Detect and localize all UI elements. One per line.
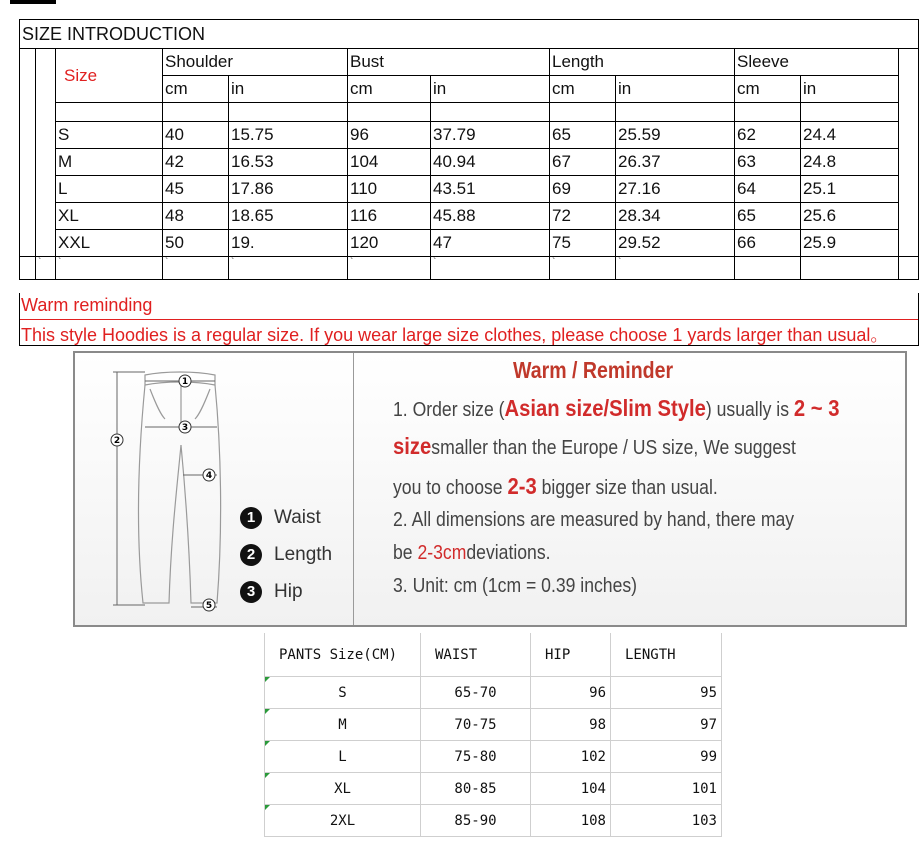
group-header-length: Length [550, 49, 735, 76]
pants-waist: 65-70 [454, 684, 497, 701]
diagram-marker-2: 2 [113, 436, 121, 446]
text-segment: smaller than the Europe / US size, We suggest [431, 437, 796, 459]
highlight-text: Asian size/Slim Style [504, 395, 706, 421]
pants-waist: 85-90 [454, 812, 497, 829]
diagram-marker-1: 1 [181, 377, 189, 387]
text-segment: you to choose [393, 477, 508, 499]
reminder-line-4: 2. All dimensions are measured by hand, there may [393, 509, 795, 531]
sleeve-cm: 63 [735, 149, 801, 176]
shoulder-cm: 50 [163, 230, 229, 257]
legend-label: Hip [274, 581, 303, 602]
pants-size-table [264, 633, 722, 837]
shoulder-cm: 42 [163, 149, 229, 176]
pants-hip: 108 [580, 812, 606, 829]
sleeve-in: 25.1 [801, 176, 899, 203]
sleeve-in: 25.6 [801, 203, 899, 230]
warm-reminder-panel [73, 351, 907, 627]
blank-cell [550, 103, 616, 122]
pants-size: XL [334, 780, 351, 797]
table-row [265, 709, 722, 741]
legend-number: 2 [240, 544, 262, 566]
reminder-line-5 [393, 542, 551, 565]
shoulder-in: 15.75 [229, 122, 348, 149]
length-cm: 72 [550, 203, 616, 230]
sleeve-cm: 62 [735, 122, 801, 149]
shoulder-in: 19. [229, 230, 348, 257]
sleeve-cm: 66 [735, 230, 801, 257]
warm-reminding-text: This style Hoodies is a regular size. If you wear large size clothes, please choose 1 yards larger than usual。 [21, 325, 889, 345]
bust-cm: 96 [348, 122, 431, 149]
shoulder-cm: 40 [163, 122, 229, 149]
shoulder-cm: 45 [163, 176, 229, 203]
length-cm: 65 [550, 122, 616, 149]
blank-cell [801, 103, 899, 122]
length-cm: 69 [550, 176, 616, 203]
shoulder-in: 16.53 [229, 149, 348, 176]
bust-in: 37.79 [431, 122, 550, 149]
legend-hip [240, 581, 303, 603]
length-in: 28.34 [616, 203, 735, 230]
size-table-title: SIZE INTRODUCTION [20, 20, 919, 49]
pants-waist: 75-80 [454, 748, 497, 765]
sleeve-in: 24.8 [801, 149, 899, 176]
unit-header: in [801, 76, 899, 103]
blank-cell [431, 103, 550, 122]
pants-length: 97 [700, 716, 717, 733]
unit-header: in [616, 76, 735, 103]
legend-label: Waist [274, 507, 321, 528]
trailing-cell: ` [36, 257, 56, 280]
table-header-row [265, 633, 722, 677]
size-label: XL [56, 203, 163, 230]
reminder-title: Warm / Reminder [513, 357, 674, 383]
trailing-cell: ` [229, 257, 348, 280]
highlight-text: size [393, 433, 432, 459]
length-in: 26.37 [616, 149, 735, 176]
trailing-cell: ` [56, 257, 163, 280]
sleeve-cm: 65 [735, 203, 801, 230]
trailing-cell: ` [616, 257, 735, 280]
highlight-text: 2 ~ 3 [793, 395, 840, 421]
blank-cell [163, 103, 229, 122]
left-spacer-cell [36, 49, 56, 257]
right-margin-cell [899, 49, 919, 257]
bust-cm: 120 [348, 230, 431, 257]
pants-hip: 104 [580, 780, 606, 797]
unit-header: cm [163, 76, 229, 103]
table-row [20, 203, 919, 230]
table-row [20, 230, 919, 257]
table-row [20, 176, 919, 203]
length-in: 25.59 [616, 122, 735, 149]
pants-hip: 96 [589, 684, 606, 701]
pants-length: 101 [691, 780, 717, 797]
left-margin-cell [20, 49, 36, 257]
sleeve-in: 24.4 [801, 122, 899, 149]
pants-length: 99 [700, 748, 717, 765]
group-header-bust: Bust [348, 49, 550, 76]
pants-length: 103 [691, 812, 717, 829]
unit-header: in [229, 76, 348, 103]
unit-header: cm [348, 76, 431, 103]
pants-waist: 80-85 [454, 780, 497, 797]
trailing-cell [735, 257, 801, 280]
pants-size: M [338, 716, 347, 733]
shoulder-cm: 48 [163, 203, 229, 230]
warm-reminding-title: Warm reminding [21, 295, 153, 315]
reminder-line-3 [393, 473, 718, 500]
text-segment: deviations. [466, 542, 551, 564]
highlight-text: 2-3cm [417, 542, 467, 564]
sleeve-in: 25.9 [801, 230, 899, 257]
trailing-cell [801, 257, 899, 280]
blank-cell [348, 103, 431, 122]
header-hip: HIP [531, 633, 611, 677]
size-introduction-table [19, 19, 919, 280]
legend-length [240, 544, 332, 566]
blank-cell [229, 103, 348, 122]
diagram-marker-5: 5 [205, 601, 213, 611]
blank-cell [735, 103, 801, 122]
legend-waist [240, 507, 321, 529]
size-label: L [56, 176, 163, 203]
table-row [265, 741, 722, 773]
legend-number: 1 [240, 507, 262, 529]
size-label: M [56, 149, 163, 176]
pants-size: S [338, 684, 347, 701]
bust-in: 43.51 [431, 176, 550, 203]
sleeve-cm: 64 [735, 176, 801, 203]
pants-size: L [338, 748, 347, 765]
warm-divider [20, 319, 918, 320]
reminder-line-2 [393, 433, 796, 460]
table-row [265, 773, 722, 805]
pants-hip: 102 [580, 748, 606, 765]
pants-length: 95 [700, 684, 717, 701]
pants-diagram [105, 367, 235, 612]
bust-cm: 110 [348, 176, 431, 203]
shoulder-in: 18.65 [229, 203, 348, 230]
trailing-cell: ` [348, 257, 431, 280]
blank-cell [616, 103, 735, 122]
bust-cm: 104 [348, 149, 431, 176]
panel-divider [353, 353, 354, 625]
bust-in: 47 [431, 230, 550, 257]
text-segment: bigger size than usual. [536, 477, 718, 499]
length-in: 29.52 [616, 230, 735, 257]
diagram-marker-4: 4 [205, 471, 213, 481]
legend-number: 3 [240, 581, 262, 603]
reminder-line-6: 3. Unit: cm (1cm = 0.39 inches) [393, 575, 638, 597]
text-segment: be [393, 542, 418, 564]
legend-label: Length [274, 544, 333, 565]
pants-size: 2XL [329, 812, 356, 829]
header-pants-size: PANTS Size(CM) [265, 633, 421, 677]
table-row [265, 677, 722, 709]
trailing-cell [20, 257, 36, 280]
bust-in: 40.94 [431, 149, 550, 176]
top-tab-marker [10, 0, 56, 4]
group-header-sleeve: Sleeve [735, 49, 899, 76]
unit-header: cm [550, 76, 616, 103]
shoulder-in: 17.86 [229, 176, 348, 203]
size-label: XXL [56, 230, 163, 257]
header-length: LENGTH [611, 633, 722, 677]
size-label: S [56, 122, 163, 149]
trailing-cell: ` [163, 257, 229, 280]
trailing-cell: ` [550, 257, 616, 280]
warm-reminding-box [19, 293, 919, 346]
size-column-header: Size [56, 49, 163, 103]
diagram-marker-3: 3 [181, 423, 189, 433]
unit-header: in [431, 76, 550, 103]
pants-hip: 98 [589, 716, 606, 733]
trailing-cell [899, 257, 919, 280]
group-header-shoulder: Shoulder [163, 49, 348, 76]
table-row [265, 805, 722, 837]
bust-in: 45.88 [431, 203, 550, 230]
bust-cm: 116 [348, 203, 431, 230]
pants-waist: 70-75 [454, 716, 497, 733]
length-cm: 67 [550, 149, 616, 176]
table-row [20, 122, 919, 149]
unit-header: cm [735, 76, 801, 103]
text-segment: ) usually is [705, 399, 794, 421]
text-segment: 1. Order size ( [393, 399, 505, 421]
blank-cell [56, 103, 163, 122]
length-cm: 75 [550, 230, 616, 257]
reminder-line-1 [393, 395, 839, 422]
trailing-cell: ` [431, 257, 550, 280]
highlight-text: 2-3 [507, 473, 537, 499]
length-in: 27.16 [616, 176, 735, 203]
header-waist: WAIST [421, 633, 531, 677]
table-row [20, 149, 919, 176]
